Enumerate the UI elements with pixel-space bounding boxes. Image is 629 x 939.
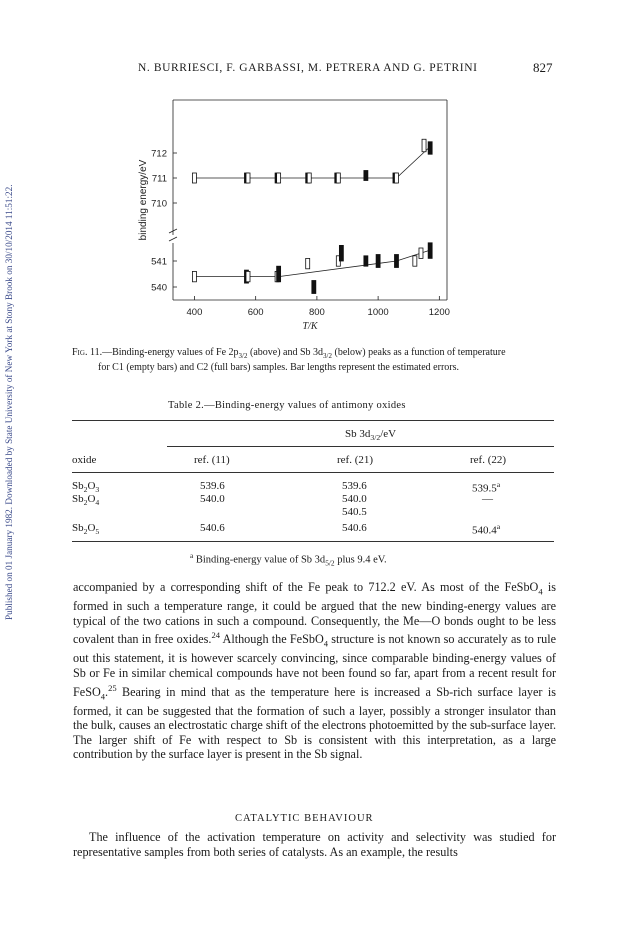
- figure-caption: [72, 347, 562, 374]
- caption-text-c: (below) peaks as a function of temperature: [332, 347, 506, 358]
- error-bar: [306, 258, 310, 268]
- col-header-ref21: ref. (21): [337, 454, 374, 466]
- caption-sub-b: 3/2: [323, 352, 332, 360]
- error-bar: [192, 271, 196, 281]
- trend-line: [194, 251, 428, 277]
- cell-ref11: 539.6: [200, 480, 225, 492]
- error-bar: [413, 256, 417, 266]
- x-tick-label: 1000: [367, 307, 389, 318]
- x-tick-label: 600: [247, 307, 264, 318]
- error-bar: [376, 255, 380, 268]
- y-axis-label: binding energy/eV: [138, 159, 149, 241]
- cell-oxide: $Sb_2O_3$: [72, 480, 100, 495]
- error-bar: [419, 248, 423, 258]
- table-header-rule: [72, 472, 554, 473]
- cell-ref21: 540.6: [342, 522, 367, 534]
- axis-break-mark: [169, 237, 177, 241]
- x-tick-label: 800: [308, 307, 325, 318]
- table-footnote: $^a$ Binding-energy value of Sb $3d_{5/2}$ plus 9.4 eV.: [190, 551, 387, 568]
- y-tick-label: 712: [151, 148, 167, 160]
- binding-energy-chart: [135, 95, 455, 340]
- error-bar: [394, 173, 398, 183]
- cell-oxide: $Sb_2O_5$: [72, 522, 100, 537]
- chart-frame: [169, 100, 447, 300]
- cell-ref22: —: [482, 493, 493, 505]
- error-bar: [422, 139, 426, 152]
- x-tick-label: 400: [186, 307, 203, 318]
- y-tick-label: 541: [151, 256, 167, 268]
- table-top-rule: [72, 420, 554, 421]
- cell-ref22: 539.5$^a$: [472, 480, 501, 495]
- error-bar: [394, 255, 398, 268]
- error-bar: [364, 171, 368, 181]
- error-bar: [277, 173, 281, 183]
- section-heading: CATALYTIC BEHAVIOUR: [235, 813, 374, 824]
- chart-trend-lines: [194, 148, 428, 277]
- caption-text-line2: for C1 (empty bars) and C2 (full bars) samples. Bar lengths represent the estimated errors.: [98, 362, 460, 373]
- table-group-rule: [167, 446, 554, 447]
- chart-labels: [138, 159, 319, 332]
- y-tick-label: 711: [151, 173, 167, 185]
- col-header-oxide: oxide: [72, 454, 97, 466]
- caption-text-b: (above) and Sb 3d: [247, 347, 324, 358]
- download-notice: [4, 60, 18, 620]
- error-bar: [246, 173, 250, 183]
- cell-ref11: 540.6: [200, 522, 225, 534]
- error-bar: [336, 173, 340, 183]
- error-bar: [339, 245, 343, 261]
- body-paragraph: accompanied by a corresponding shift of the Fe peak to 712.2 eV. As most of the FeSbO$_4$ is formed in such a temperature range, it could be argued that the new binding-energy values are typical of the two cations in such a compound. Consequently, the Me—O bonds ought to be less covalent than in free oxides.$^{24}$ Although the FeSbO$_4$ structure is not known so accurately as to rule out this statement, it is however scarcely convincing, since comparable binding-energy values of Sb or Fe in similar chemical compounds have not been found so far, apart from a recent result for FeSO$_4$.$^{25}$ Bearing in mind that as the temperature here is increased a Sb-rich surface layer is formed, it can be suggested that the formation of such a layer, possibly a stronger insulator than the bulk, causes an electrostatic charge shift of the electrons photoemitted by the sub-surface layer. The larger shift of Fe with respect to Sb is consistent with this interpretation, as a large contribution by the surface layer is present in the Sb signal.: [73, 580, 557, 762]
- table-bottom-rule: [72, 541, 554, 542]
- chart-error-bars: [192, 139, 432, 293]
- y-tick-label: 540: [151, 282, 167, 294]
- cell-ref22: 540.4$^a$: [472, 522, 501, 537]
- col-header-ref11: ref. (11): [194, 454, 230, 466]
- download-notice-text: Published on 01 January 1982. Downloaded by State University of New York at Stony Brook on 30/10/2014 11:51:22.: [4, 184, 14, 620]
- running-title: N. BURRIESCI, F. GARBASSI, M. PETRERA AND G. PETRINI: [138, 62, 478, 74]
- cell-oxide: $Sb_2O_4$: [72, 493, 100, 508]
- error-bar: [312, 281, 316, 294]
- table-group-header: Sb $3d_{3/2}/eV$: [345, 428, 397, 443]
- y-tick-label: 710: [151, 198, 167, 210]
- error-bar: [307, 173, 311, 183]
- cell-ref21: 540.0: [342, 493, 367, 505]
- x-tick-label: 1200: [428, 307, 450, 318]
- caption-text-a: —Binding-energy values of Fe 2p: [102, 347, 239, 358]
- x-axis-label: T/K: [302, 321, 318, 332]
- caption-sub-a: 3/2: [238, 352, 248, 360]
- cell-ref21: 539.6: [342, 480, 367, 492]
- error-bar: [428, 142, 432, 155]
- error-bar: [192, 173, 196, 183]
- error-bar: [246, 271, 250, 281]
- error-bar: [428, 243, 432, 259]
- error-bar: [277, 266, 281, 282]
- cell-ref11: 540.0: [200, 493, 225, 505]
- col-header-ref22: ref. (22): [470, 454, 507, 466]
- figure-label: Fig. 11.: [72, 347, 103, 358]
- table-title: Table 2.—Binding-energy values of antimony oxides: [168, 400, 406, 411]
- error-bar: [364, 256, 368, 266]
- page-number: 827: [533, 60, 553, 75]
- body-paragraph-2: The influence of the activation temperature on activity and selectivity was studied for representative samples from both series of catalysts. As an example, the results: [73, 830, 556, 859]
- cell-ref21-alt: 540.5: [342, 506, 367, 518]
